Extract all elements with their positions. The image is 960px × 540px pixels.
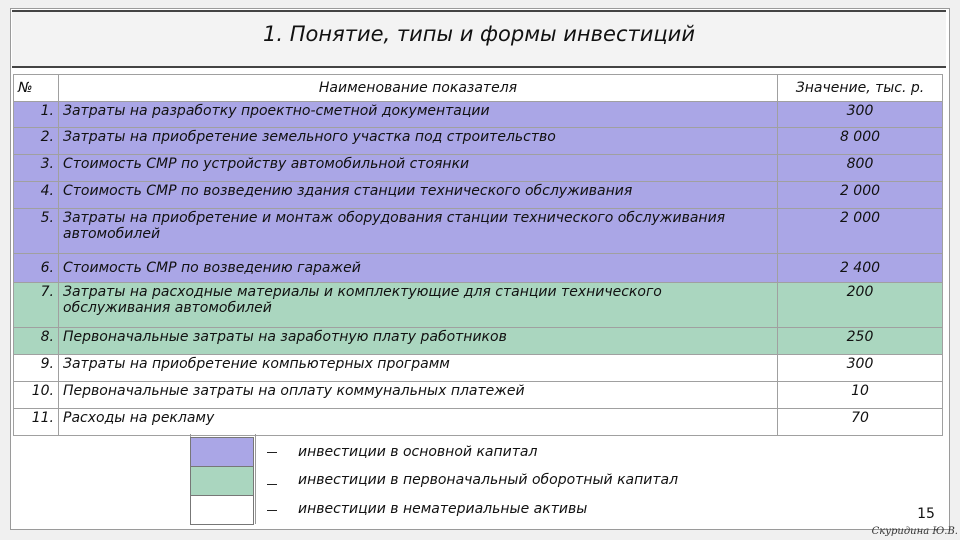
row-num: 11. [14, 409, 59, 436]
row-name: Затраты на приобретение земельного участка под строительство [59, 128, 778, 155]
row-value: 300 [778, 355, 943, 382]
header-name: Наименование показателя [59, 75, 778, 102]
legend-swatch-working [190, 466, 254, 496]
legend-dash [267, 510, 277, 511]
row-name: Первоначальные затраты на оплату коммунальных платежей [59, 382, 778, 409]
row-value: 2 000 [778, 182, 943, 209]
legend-swatch-fixed [190, 437, 254, 467]
table-row [14, 409, 943, 436]
investment-table [13, 74, 943, 436]
table-row [14, 182, 943, 209]
header-value: Значение, тыс. р. [778, 75, 943, 102]
row-name: Стоимость СМР по устройству автомобильной стоянки [59, 155, 778, 182]
page-title: 1. Понятие, типы и формы инвестиций [263, 22, 695, 46]
row-value: 300 [778, 102, 943, 128]
row-num: 7. [14, 283, 59, 328]
table-row [14, 382, 943, 409]
legend-label-intangible: инвестиции в нематериальные активы [298, 501, 588, 517]
row-name: Затраты на приобретение и монтаж оборудования станции технического обслуживания автомобилей [59, 209, 778, 254]
table-row [14, 328, 943, 355]
author-signature: Скуридина Ю.В. [871, 526, 958, 537]
table-row [14, 128, 943, 155]
row-num: 10. [14, 382, 59, 409]
row-num: 1. [14, 102, 59, 128]
table-row [14, 155, 943, 182]
row-name: Затраты на разработку проектно-сметной документации [59, 102, 778, 128]
table-row [14, 254, 943, 283]
table-header-row [14, 75, 943, 102]
row-value: 800 [778, 155, 943, 182]
row-value: 2 400 [778, 254, 943, 283]
table-row [14, 102, 943, 128]
legend-label-fixed: инвестиции в основной капитал [298, 444, 538, 460]
row-name: Расходы на рекламу [59, 409, 778, 436]
table-row [14, 355, 943, 382]
row-num: 8. [14, 328, 59, 355]
legend-label-working: инвестиции в первоначальный оборотный капитал [298, 472, 679, 488]
row-value: 10 [778, 382, 943, 409]
row-value: 70 [778, 409, 943, 436]
table-row [14, 209, 943, 254]
row-value: 8 000 [778, 128, 943, 155]
row-num: 4. [14, 182, 59, 209]
row-name: Затраты на расходные материалы и комплектующие для станции технического обслуживания автомобилей [59, 283, 778, 328]
row-num: 5. [14, 209, 59, 254]
row-value: 250 [778, 328, 943, 355]
table-row [14, 283, 943, 328]
row-name: Стоимость СМР по возведению гаражей [59, 254, 778, 283]
row-name: Первоначальные затраты на заработную плату работников [59, 328, 778, 355]
row-value: 200 [778, 283, 943, 328]
row-name: Затраты на приобретение компьютерных программ [59, 355, 778, 382]
row-num: 2. [14, 128, 59, 155]
header-num: № [14, 75, 59, 102]
row-num: 3. [14, 155, 59, 182]
title-bar [12, 10, 946, 68]
row-name: Стоимость СМР по возведению здания станции технического обслуживания [59, 182, 778, 209]
legend-swatch-intangible [190, 495, 254, 525]
row-num: 9. [14, 355, 59, 382]
legend-dash [267, 484, 277, 485]
row-num: 6. [14, 254, 59, 283]
legend-dash [267, 452, 277, 453]
page-number: 15 [917, 506, 935, 522]
row-value: 2 000 [778, 209, 943, 254]
